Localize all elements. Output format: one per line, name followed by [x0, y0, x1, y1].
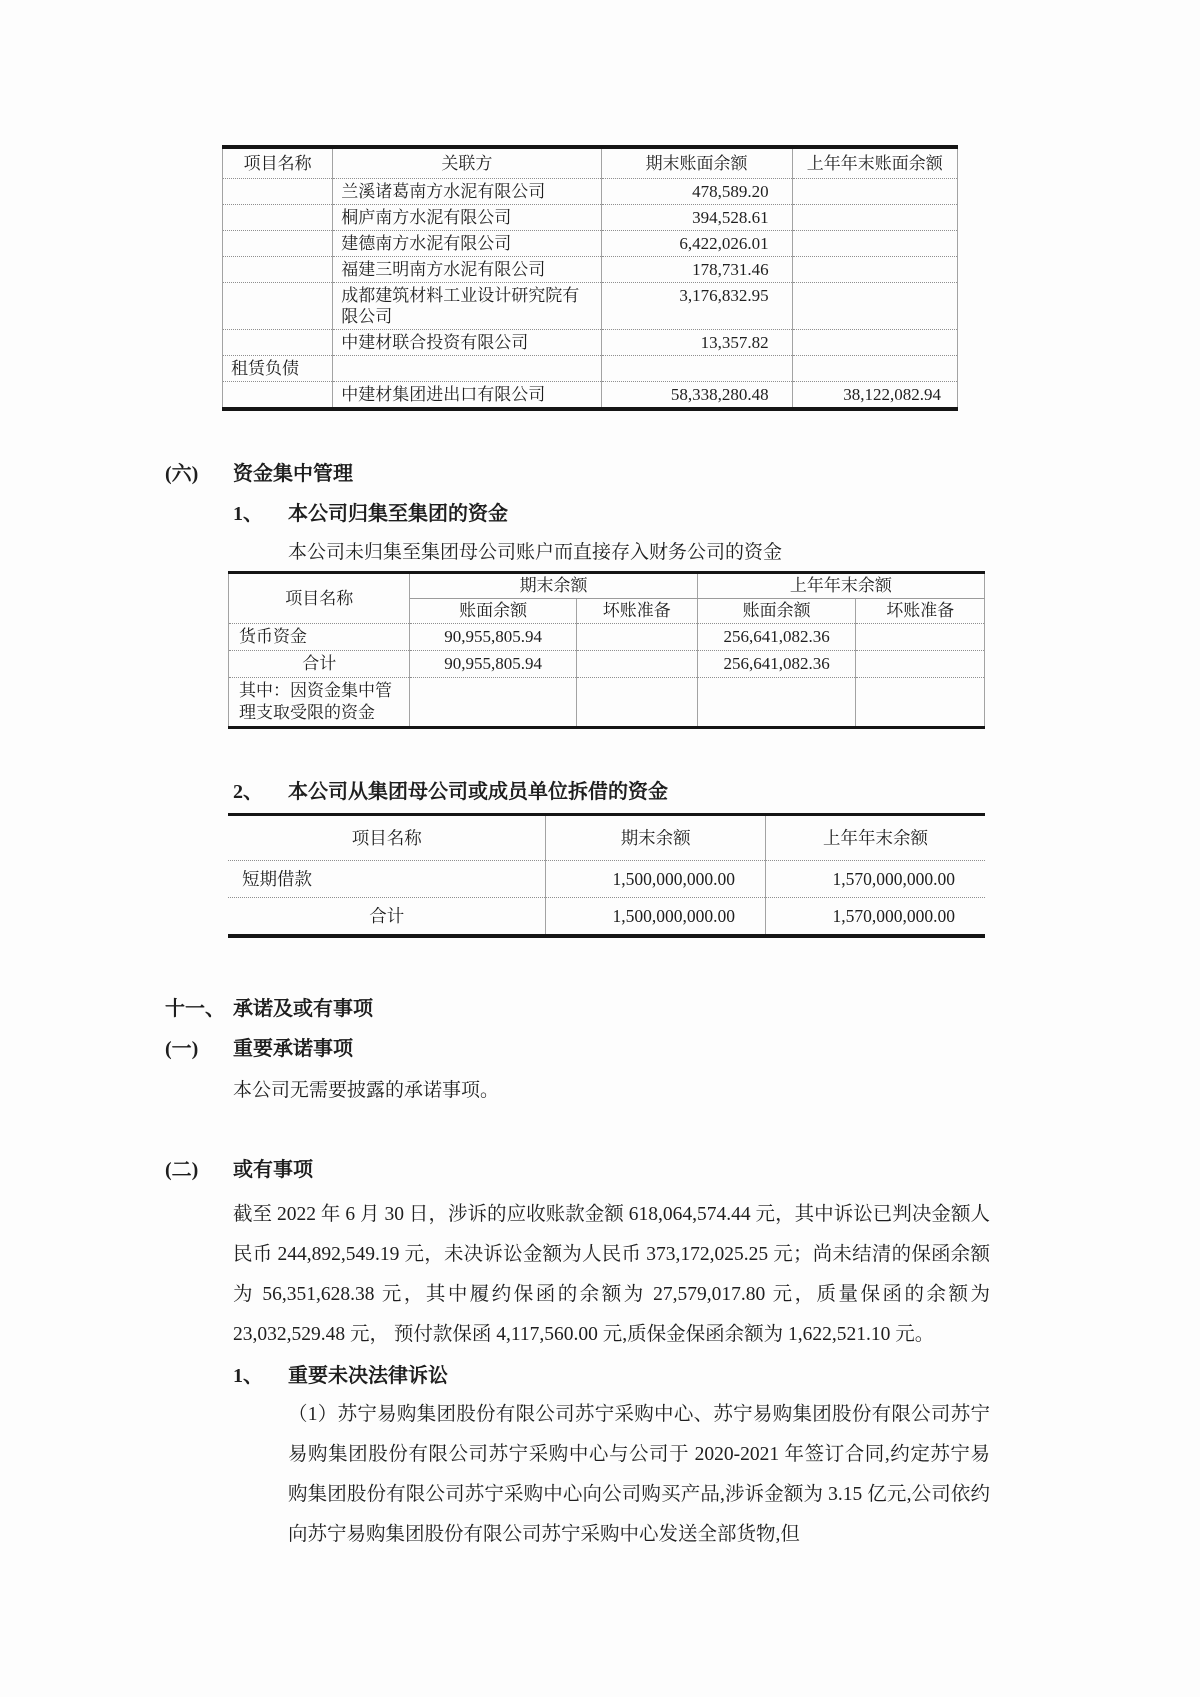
cell-ending-bad: [576, 651, 697, 678]
header-book-balance: 账面余额: [410, 599, 576, 624]
header-item: 项目名称: [229, 573, 410, 624]
cell-party: 中建材联合投资有限公司: [333, 330, 601, 356]
cell-prior-bad: [856, 651, 985, 678]
section-6-2-label: 2、: [233, 781, 263, 803]
header-ending-group: 期末余额: [410, 573, 697, 599]
cell-prior: [792, 231, 957, 257]
cell-ending: 478,589.20: [601, 179, 792, 205]
cell-ending: 178,731.46: [601, 257, 792, 283]
cell-item: [223, 283, 333, 330]
cell-item: [223, 179, 333, 205]
cell-prior-book: 256,641,082.36: [697, 624, 856, 651]
section-11-heading: [165, 996, 1035, 1022]
section-11-2-1-heading: [233, 1363, 1035, 1389]
cell-item: [223, 382, 333, 410]
cell-ending-book: 90,955,805.94: [410, 651, 576, 678]
header-ending-balance: 期末账面余额: [601, 147, 792, 179]
section-11-2-1-label: 1、: [233, 1365, 263, 1387]
cell-party: 建德南方水泥有限公司: [333, 231, 601, 257]
table-header-row: [228, 815, 985, 861]
section-6-2-title: 本公司从集团母公司或成员单位拆借的资金: [288, 781, 668, 803]
cell-item: 租赁负债: [223, 356, 333, 382]
section-11-2-title: 或有事项: [233, 1159, 313, 1181]
cell-prior: [792, 283, 957, 330]
cell-party: 桐庐南方水泥有限公司: [333, 205, 601, 231]
section-11-2-label: (二): [165, 1159, 199, 1181]
table-header-row: [229, 573, 985, 599]
section-11-2-1-body: （1）苏宁易购集团股份有限公司苏宁采购中心、苏宁易购集团股份有限公司苏宁易购集团股份有限公司苏宁采购中心与公司于 2020-2021 年签订合同,约定苏宁易购集团股份有限公司苏宁采购中心向公司购买产品,涉诉金额为 3.15 亿元,公司依约向苏宁易购集团股份有限公司苏宁采购中心发送全部货物,但: [288, 1404, 990, 1545]
header-ending-balance: 期末余额: [546, 815, 766, 861]
table-row: [223, 382, 958, 410]
header-prior-year-balance: 上年年末余额: [765, 815, 985, 861]
section-6-1-title: 本公司归集至集团的资金: [288, 503, 508, 525]
table-row: [229, 678, 985, 728]
cell-party: 成都建筑材料工业设计研究院有限公司: [333, 283, 601, 330]
cell-ending-book: [410, 678, 576, 728]
section-11-1-label: (一): [165, 1038, 199, 1060]
cell-party: 中建材集团进出口有限公司: [333, 382, 601, 410]
cell-prior-bad: [856, 678, 985, 728]
header-item: 项目名称: [223, 147, 333, 179]
table-row: [223, 231, 958, 257]
section-11-2-body: 截至 2022 年 6 月 30 日，涉诉的应收账款金额 618,064,574.44 元，其中诉讼已判决金额人民币 244,892,549.19 元，未决诉讼金额为人民币 373,172,025.25 元；尚未结清的保函余额为 56,351,628.38 元，其中履约保函的余额为 27,579,017.80 元，质量保函的余额为 23,032,529.48 元， 预付款保函 4,117,560.00 元,质保金保函余额为 1,622,521.10 元。: [233, 1204, 990, 1345]
cell-ending-bad: [576, 678, 697, 728]
cell-ending: 58,338,280.48: [601, 382, 792, 410]
cell-ending: 3,176,832.95: [601, 283, 792, 330]
cell-item: 其中：因资金集中管理支取受限的资金: [229, 678, 410, 728]
cell-prior-book: [697, 678, 856, 728]
header-bad-debt: 坏账准备: [576, 599, 697, 624]
header-item: 项目名称: [228, 815, 546, 861]
section-11-1-title: 重要承诺事项: [233, 1038, 353, 1060]
section-11-2-heading: [165, 1157, 1035, 1183]
cell-prior: 38,122,082.94: [792, 382, 957, 410]
table-row: [223, 356, 958, 382]
section-6-2-heading: [233, 779, 1035, 805]
cell-prior: [792, 356, 957, 382]
section-6-title: 资金集中管理: [233, 463, 353, 485]
section-6-1-heading: [233, 501, 1035, 527]
header-prior-group: 上年年末余额: [697, 573, 984, 599]
cell-prior: [792, 330, 957, 356]
header-party: 关联方: [333, 147, 601, 179]
section-6-1-note: 本公司未归集至集团母公司账户而直接存入财务公司的资金: [288, 542, 783, 563]
cell-ending-book: 90,955,805.94: [410, 624, 576, 651]
cell-ending: 6,422,026.01: [601, 231, 792, 257]
section-6-heading: [165, 461, 1035, 487]
section-11-1-heading: [165, 1036, 1035, 1062]
cell-prior: [792, 179, 957, 205]
cell-ending-bad: [576, 624, 697, 651]
cell-item: 合计: [228, 898, 546, 937]
cell-party: [333, 356, 601, 382]
cell-prior: [792, 205, 957, 231]
cell-item: [223, 231, 333, 257]
borrowed-funds-table: [228, 813, 985, 938]
table-row: [228, 898, 985, 937]
pooled-funds-table: [228, 571, 985, 729]
cell-item: [223, 330, 333, 356]
cell-prior: [792, 257, 957, 283]
table-row: [223, 330, 958, 356]
cell-prior: 1,570,000,000.00: [765, 898, 985, 937]
cell-prior-bad: [856, 624, 985, 651]
cell-item: 合计: [229, 651, 410, 678]
cell-party: 福建三明南方水泥有限公司: [333, 257, 601, 283]
cell-prior: 1,570,000,000.00: [765, 861, 985, 898]
table-row: [223, 205, 958, 231]
section-11-title: 承诺及或有事项: [233, 998, 373, 1020]
table-row: [223, 257, 958, 283]
table-header-row: [223, 147, 958, 179]
cell-prior-book: 256,641,082.36: [697, 651, 856, 678]
cell-item: 短期借款: [228, 861, 546, 898]
section-11-label: 十一、: [165, 998, 225, 1020]
cell-ending: 394,528.61: [601, 205, 792, 231]
cell-party: 兰溪诸葛南方水泥有限公司: [333, 179, 601, 205]
cell-ending: 13,357.82: [601, 330, 792, 356]
cell-ending: [601, 356, 792, 382]
table-row: [223, 179, 958, 205]
section-11-1-body: 本公司无需要披露的承诺事项。: [233, 1080, 500, 1101]
table-row: [229, 651, 985, 678]
header-bad-debt: 坏账准备: [856, 599, 985, 624]
related-party-table: [222, 145, 958, 411]
header-prior-year-balance: 上年年末账面余额: [792, 147, 957, 179]
table-row: [228, 861, 985, 898]
cell-ending: 1,500,000,000.00: [546, 898, 766, 937]
table-row: [223, 283, 958, 330]
section-6-1-label: 1、: [233, 503, 263, 525]
section-11-2-1-title: 重要未决法律诉讼: [288, 1365, 448, 1387]
header-book-balance: 账面余额: [697, 599, 856, 624]
section-6-label: (六): [165, 463, 199, 485]
cell-ending: 1,500,000,000.00: [546, 861, 766, 898]
cell-item: [223, 257, 333, 283]
cell-item: [223, 205, 333, 231]
cell-item: 货币资金: [229, 624, 410, 651]
table-row: [229, 624, 985, 651]
